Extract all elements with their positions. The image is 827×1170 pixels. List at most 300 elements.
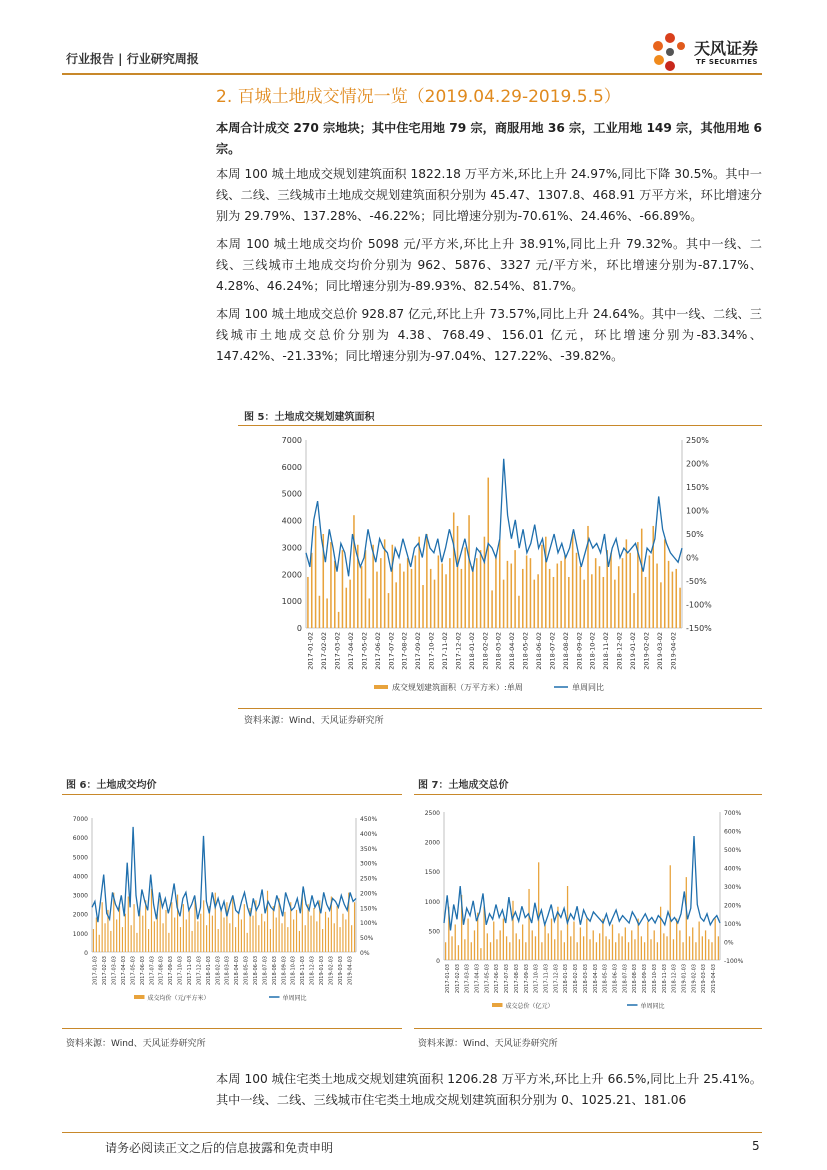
chart-bar — [686, 877, 687, 960]
chart-bar — [226, 902, 227, 952]
chart-bar — [422, 585, 424, 628]
chart-bar — [644, 942, 645, 960]
chart-bar — [509, 942, 510, 960]
chart-bar — [634, 939, 635, 960]
legend-bar-label: 成交均价（元/平方米） — [147, 995, 210, 1002]
y-left-tick-label: 7000 — [72, 816, 88, 823]
legend-line-label: 单周同比 — [572, 683, 604, 692]
x-tick-label: 2017-09-03 — [168, 956, 175, 986]
paragraph-summary: 本周合计成交 270 宗地块；其中住宅用地 79 宗，商服用地 36 宗，工业用地 149 宗，其他用地 6 宗。 — [216, 121, 762, 156]
x-tick-label: 2017-10-02 — [427, 632, 436, 670]
chart-bar — [641, 936, 642, 960]
chart-bar — [602, 919, 603, 960]
chart-bar — [472, 566, 474, 628]
x-tick-label: 2018-09-02 — [575, 632, 584, 670]
y-right-tick-label: -100% — [686, 600, 712, 610]
y-right-tick-label: 100% — [724, 921, 742, 928]
chart-bar — [675, 569, 677, 628]
chart-bar — [461, 569, 463, 628]
chart-bar — [614, 580, 616, 628]
chart-bar — [670, 865, 671, 960]
chart-bar — [162, 923, 163, 952]
chart-bar — [468, 515, 470, 628]
y-left-tick-label: 4000 — [281, 516, 302, 526]
y-left-tick-label: 1000 — [72, 930, 88, 938]
chart-bar — [480, 550, 482, 628]
chart-bar — [660, 582, 662, 628]
chart-bar — [474, 930, 475, 960]
chart-bar — [218, 929, 219, 952]
chart-bar — [453, 513, 455, 628]
footer-disclaimer: 请务必阅读正文之后的信息披露和免责申明 — [105, 1141, 334, 1155]
fig6-bottom-rule — [62, 1028, 402, 1029]
y-right-tick-label: -100% — [724, 958, 744, 965]
chart-bar — [334, 561, 336, 628]
chart-bar — [682, 942, 683, 960]
y-left-tick-label: 2000 — [72, 911, 88, 919]
chart-bar — [200, 914, 201, 952]
chart-bar — [525, 942, 526, 960]
x-tick-label: 2019-01-03 — [319, 956, 325, 986]
x-tick-label: 2018-10-03 — [290, 956, 297, 986]
y-left-tick-label: 3000 — [281, 543, 302, 553]
x-tick-label: 2019-02-03 — [328, 956, 335, 986]
y-right-tick-label: 350% — [360, 845, 378, 853]
x-tick-label: 2018-08-02 — [561, 632, 570, 670]
y-right-tick-label: 100% — [360, 920, 378, 928]
chart-bar — [591, 574, 593, 628]
chart-bar — [171, 902, 172, 952]
chart-bar — [415, 555, 417, 628]
x-tick-label: 2017-04-03 — [474, 964, 481, 994]
chart-bar — [319, 596, 321, 628]
chart-bar — [252, 916, 253, 952]
x-tick-label: 2017-10-03 — [177, 956, 184, 986]
chart-bar — [334, 923, 335, 952]
chart-bar — [541, 942, 542, 960]
chart-bar — [657, 942, 658, 960]
chart-bar — [507, 561, 509, 628]
chart-bar — [615, 942, 616, 960]
legend-bar-swatch — [374, 685, 388, 689]
chart-bar — [349, 580, 351, 628]
y-right-tick-label: 300% — [724, 884, 742, 891]
y-left-tick-label: 2000 — [281, 570, 302, 580]
chart-bar — [576, 553, 578, 628]
x-tick-label: 2019-04-03 — [711, 964, 718, 994]
y-right-tick-label: 0% — [724, 939, 734, 947]
fig5-bottom-rule — [238, 708, 762, 709]
x-tick-label: 2017-02-02 — [320, 632, 329, 670]
x-tick-label: 2017-05-02 — [360, 632, 369, 670]
x-tick-label: 2018-07-03 — [262, 956, 269, 986]
y-right-tick-label: 50% — [686, 530, 704, 539]
x-tick-label: 2017-07-02 — [387, 632, 396, 670]
chart-bar — [160, 898, 161, 952]
logo-text-en: TF SECURITIES — [696, 58, 758, 66]
paragraph-total: 本周 100 城土地成交总价 928.87 亿元,环比上升 73.57%,同比上升 24.64%。其中一线、二线、三线城市土地成交总价分别为 4.38、768.49、156.01 亿元，环比增速分别为-83.34%、147.42%、-21.33%；同比增速分别为-97.04%、127.22%、-39.82%。 — [216, 307, 762, 363]
chart-bar — [622, 558, 624, 628]
x-tick-label: 2017-02-03 — [454, 964, 461, 994]
y-right-tick-label: 450% — [360, 816, 378, 823]
chart-bar — [388, 593, 390, 628]
chart-bar — [702, 936, 703, 960]
chart-bar — [495, 555, 497, 628]
x-tick-label: 2017-01-03 — [92, 956, 99, 986]
chart-bar — [467, 919, 468, 960]
chart-bar — [663, 933, 664, 960]
chart-bar — [325, 912, 326, 952]
y-right-tick-label: 200% — [360, 890, 378, 898]
legend-bar-label: 成交规划建筑面积（万平方米）:单周 — [392, 683, 523, 692]
chart-bar — [692, 927, 693, 960]
x-tick-label: 2018-06-02 — [535, 632, 543, 670]
chart-bar — [361, 566, 363, 628]
legend-bar-swatch — [134, 995, 145, 999]
chart-bar — [313, 908, 314, 952]
y-left-tick-label: 0 — [296, 624, 302, 633]
x-tick-label: 2019-04-02 — [669, 632, 678, 670]
chart-bar — [633, 593, 635, 628]
chart-bar — [572, 534, 574, 628]
x-tick-label: 2017-11-02 — [441, 632, 449, 670]
chart-bar — [328, 918, 329, 952]
chart-bar — [711, 942, 712, 960]
chart-bar — [93, 929, 94, 952]
chart-bar — [284, 912, 285, 952]
chart-bar — [403, 572, 405, 628]
yoy-line — [306, 459, 682, 577]
chart-bar — [656, 564, 658, 628]
chart-bar — [609, 939, 610, 960]
chart-bar — [441, 564, 443, 628]
chart-bar — [316, 921, 317, 952]
chart-bar — [503, 919, 504, 960]
chart-bar — [629, 553, 631, 628]
yoy-line — [92, 827, 356, 922]
chart-bar — [455, 924, 456, 960]
chart-bar — [708, 939, 709, 960]
chart-bar — [322, 929, 323, 952]
x-tick-label: 2018-06-03 — [612, 964, 619, 994]
x-tick-label: 2018-01-03 — [205, 956, 212, 986]
x-tick-label: 2018-01-03 — [563, 964, 570, 994]
chart-bar — [247, 933, 248, 952]
chart-bar — [605, 936, 606, 960]
chart-bar — [496, 939, 497, 960]
chart-bar — [599, 933, 600, 960]
x-tick-label: 2017-02-03 — [102, 956, 109, 986]
x-tick-label: 2019-02-02 — [642, 632, 651, 670]
chart-bar — [276, 918, 277, 952]
chart-bar — [258, 925, 259, 952]
fig7-source: 资料来源：Wind、天风证券研究所 — [418, 1039, 558, 1049]
chart-bar — [128, 896, 129, 952]
chart-bar — [192, 931, 193, 952]
y-right-tick-label: 200% — [724, 902, 742, 910]
y-left-tick-label: 0 — [436, 958, 440, 965]
chart-bar — [503, 580, 505, 628]
chart-bar — [491, 590, 493, 628]
chart-bar — [264, 921, 265, 952]
chart-bar — [369, 598, 371, 628]
footer-divider — [62, 1132, 762, 1133]
chart-bar — [458, 945, 459, 960]
chart-bar — [528, 889, 529, 960]
report-header-label: 行业报告 | 行业研究周报 — [66, 52, 199, 66]
x-tick-label: 2017-11-03 — [187, 956, 193, 986]
chart-bar — [514, 550, 516, 628]
y-left-tick-label: 2000 — [424, 839, 440, 847]
x-tick-label: 2017-09-03 — [523, 964, 530, 994]
chart-bar — [718, 936, 719, 960]
chart-bar — [116, 919, 117, 952]
fig5-source: 资料来源：Wind、天风证券研究所 — [244, 716, 384, 726]
chart-bar — [430, 569, 432, 628]
chart-bar — [238, 912, 239, 952]
x-tick-label: 2018-10-03 — [651, 964, 658, 994]
y-right-tick-label: 150% — [686, 483, 709, 492]
x-tick-label: 2017-01-03 — [444, 964, 451, 994]
chart-bar — [372, 545, 374, 628]
x-tick-label: 2018-02-02 — [481, 632, 490, 670]
chart-bar — [631, 930, 632, 960]
y-right-tick-label: 100% — [686, 506, 709, 516]
x-tick-label: 2017-05-03 — [484, 964, 491, 994]
chart-bar — [560, 561, 562, 628]
chart-bar — [526, 555, 528, 628]
x-tick-label: 2017-06-03 — [139, 956, 146, 986]
x-tick-label: 2018-11-02 — [602, 632, 611, 670]
x-tick-label: 2018-06-03 — [253, 956, 259, 986]
y-right-tick-label: 700% — [724, 810, 742, 817]
x-tick-label: 2017-08-03 — [158, 956, 165, 986]
chart-bar — [449, 558, 451, 628]
chart-bar — [464, 547, 466, 628]
chart-bar — [203, 900, 204, 952]
x-tick-label: 2019-01-02 — [629, 632, 637, 670]
chart-bar — [618, 933, 619, 960]
chart-bar — [287, 927, 288, 952]
chart-bar — [595, 558, 597, 628]
x-tick-label: 2018-02-03 — [215, 956, 222, 986]
chart-bar — [326, 598, 328, 628]
chart-bar — [506, 936, 507, 960]
chart-bar — [544, 924, 545, 960]
y-left-tick-label: 2500 — [424, 810, 440, 817]
chart-bar — [296, 910, 297, 952]
chart-bar — [471, 942, 472, 960]
chart-bar — [647, 922, 648, 960]
chart-bar — [279, 898, 280, 952]
chart-bar — [610, 553, 612, 628]
x-tick-label: 2017-12-03 — [553, 964, 560, 994]
chart-bar — [102, 902, 103, 952]
fig7-title: 图 7：土地成交总价 — [418, 780, 509, 791]
chart-bar — [698, 922, 699, 960]
chart-bar — [570, 936, 571, 960]
chart-bar — [337, 906, 338, 952]
x-tick-label: 2018-04-03 — [234, 956, 241, 986]
chart-bar — [136, 933, 137, 952]
chart-bar — [180, 927, 181, 952]
chart-bar — [438, 555, 440, 628]
chart-bar — [679, 930, 680, 960]
chart-bar — [299, 931, 300, 952]
x-tick-label: 2017-08-02 — [400, 632, 409, 670]
chart-bar — [125, 914, 126, 952]
x-tick-label: 2018-09-03 — [281, 956, 288, 986]
fig7-top-rule — [414, 794, 762, 795]
paragraph-price: 本周 100 城土地成交均价 5098 元/平方米,环比上升 38.91%,同比上升 79.32%。其中一线、二线、三线城市土地成交均价分别为 962、5876、3327 元/平方米，环比增速分别为-87.17%、4.28%、46.24%；同比增速分别为-89.93%、82.54%、81.7%。 — [216, 237, 762, 293]
chart-bar — [557, 564, 559, 628]
chart-bar — [586, 919, 587, 960]
chart-bar — [384, 539, 386, 628]
x-tick-label: 2018-03-03 — [582, 964, 589, 994]
chart-bar — [464, 939, 465, 960]
chart-bar — [133, 904, 134, 952]
x-tick-label: 2017-03-02 — [333, 632, 342, 670]
chart-bar — [365, 550, 367, 628]
chart-bar — [645, 577, 647, 628]
chart-bar — [695, 942, 696, 960]
chart-bar — [519, 939, 520, 960]
chart-bar — [689, 936, 690, 960]
chart-bar — [516, 933, 517, 960]
chart-bar — [487, 478, 489, 628]
y-left-tick-label: 1500 — [424, 869, 440, 877]
chart-bar — [668, 561, 670, 628]
chart-bar — [261, 914, 262, 952]
x-tick-label: 2019-03-03 — [337, 956, 344, 986]
chart-bar — [541, 545, 543, 628]
y-right-tick-label: 400% — [724, 865, 742, 873]
chart-bar — [154, 921, 155, 952]
x-tick-label: 2017-07-03 — [504, 964, 511, 994]
x-tick-label: 2017-12-03 — [196, 956, 203, 986]
chart-bar — [676, 919, 677, 960]
x-tick-label: 2017-04-02 — [347, 632, 355, 670]
x-tick-label: 2018-02-03 — [573, 964, 580, 994]
fig5-chart — [238, 428, 762, 706]
chart-bar — [480, 948, 481, 960]
chart-bar — [545, 537, 547, 628]
chart-bar — [131, 925, 132, 952]
chart-bar — [395, 582, 397, 628]
x-tick-label: 2018-04-03 — [592, 964, 599, 994]
chart-bar — [490, 942, 491, 960]
chart-bar — [510, 564, 512, 628]
x-tick-label: 2018-05-03 — [243, 956, 250, 986]
chart-bar — [221, 910, 222, 952]
fig7-chart — [414, 798, 762, 1024]
x-tick-label: 2017-05-03 — [130, 956, 137, 986]
chart-bar — [168, 933, 169, 952]
chart-bar — [392, 545, 394, 628]
x-tick-label: 2018-11-03 — [300, 956, 307, 986]
chart-bar — [165, 910, 166, 952]
chart-bar — [551, 919, 552, 960]
chart-bar — [330, 542, 332, 628]
chart-bar — [599, 566, 601, 628]
x-tick-label: 2018-07-03 — [622, 964, 629, 994]
chart-bar — [376, 572, 378, 628]
legend-bar-label: 成交总价（亿元） — [505, 1003, 554, 1010]
x-tick-label: 2017-03-03 — [464, 964, 471, 994]
y-left-tick-label: 4000 — [72, 873, 88, 881]
x-tick-label: 2018-09-03 — [642, 964, 649, 994]
fig6-top-rule — [62, 794, 402, 795]
y-left-tick-label: 500 — [428, 928, 440, 936]
chart-bar — [673, 939, 674, 960]
chart-bar — [241, 919, 242, 952]
x-tick-label: 2018-05-03 — [602, 964, 609, 994]
x-tick-label: 2017-10-03 — [533, 964, 540, 994]
chart-bar — [399, 564, 401, 628]
chart-bar — [484, 537, 486, 628]
chart-bar — [672, 572, 674, 628]
chart-bar — [580, 566, 582, 628]
x-tick-label: 2017-04-03 — [121, 956, 127, 986]
chart-bar — [660, 907, 661, 960]
fig5-title: 图 5：土地成交规划建筑面积 — [244, 412, 375, 423]
chart-bar — [206, 925, 207, 952]
chart-bar — [345, 919, 346, 952]
chart-bar — [212, 916, 213, 952]
chart-bar — [493, 922, 494, 960]
y-right-tick-label: 400% — [360, 830, 378, 838]
y-right-tick-label: 300% — [360, 860, 378, 868]
chart-bar — [476, 558, 478, 628]
chart-bar — [411, 569, 413, 628]
chart-bar — [99, 935, 100, 952]
y-left-tick-label: 0 — [84, 950, 88, 957]
chart-bar — [522, 569, 524, 628]
chart-bar — [122, 927, 123, 952]
chart-bar — [625, 927, 626, 960]
paragraph-residential: 本周 100 城住宅类土地成交规划建筑面积 1206.28 万平方米,环比上升 66.5%,同比上升 25.41%。其中一线、二线、三线城市住宅类土地成交规划建筑面积分别为 0、1025.21、181.06 — [216, 1072, 762, 1107]
x-tick-label: 2017-08-03 — [513, 964, 520, 994]
chart-bar — [104, 923, 105, 952]
chart-bar — [197, 921, 198, 952]
chart-bar — [628, 942, 629, 960]
chart-bar — [564, 555, 566, 628]
chart-bar — [666, 936, 667, 960]
x-tick-label: 2018-05-02 — [521, 632, 530, 670]
chart-bar — [557, 907, 558, 960]
logo-text-cn: 天风证券 — [694, 39, 759, 58]
chart-bar — [705, 930, 706, 960]
x-tick-label: 2017-12-02 — [454, 632, 463, 670]
chart-bar — [534, 580, 536, 628]
x-tick-label: 2017-06-03 — [494, 964, 501, 994]
x-tick-label: 2018-12-02 — [615, 632, 624, 670]
chart-bar — [189, 908, 190, 952]
fig6-source: 资料来源：Wind、天风证券研究所 — [66, 1039, 206, 1049]
chart-bar — [142, 916, 143, 952]
chart-bar — [445, 942, 446, 960]
chart-bar — [603, 577, 605, 628]
x-tick-label: 2019-04-03 — [347, 956, 354, 986]
chart-bar — [568, 577, 570, 628]
chart-bar — [183, 904, 184, 952]
chart-bar — [229, 923, 230, 952]
chart-bar — [311, 553, 313, 628]
chart-bar — [315, 526, 317, 628]
chart-bar — [518, 596, 520, 628]
chart-bar — [500, 930, 501, 960]
chart-bar — [426, 534, 428, 628]
